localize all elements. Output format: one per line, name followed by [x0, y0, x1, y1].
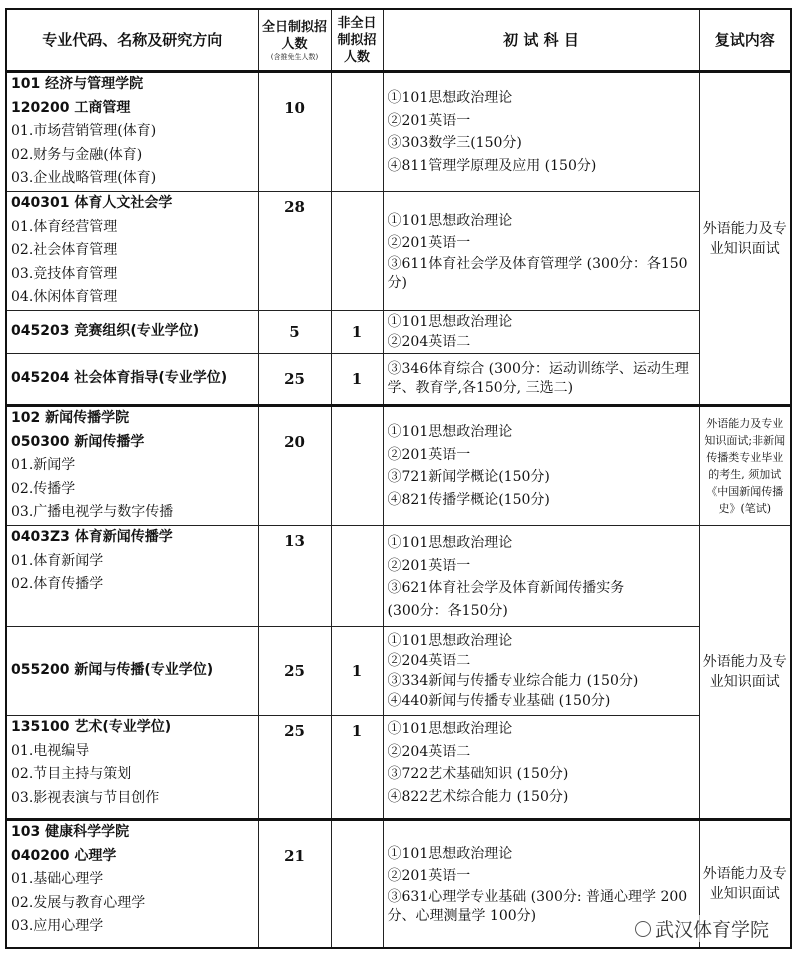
table-row — [6, 526, 791, 627]
wechat-watermark: 武汉体育学院 — [632, 915, 772, 942]
part-time-count — [331, 406, 383, 526]
program-title: 050300 新闻传播学 — [11, 433, 145, 450]
wechat-logo-icon — [635, 921, 651, 937]
full-time-count: 25 — [258, 354, 331, 406]
direction: 04.休闲体育管理 — [11, 289, 118, 305]
table-row — [6, 716, 791, 820]
direction: 01.基础心理学 — [11, 871, 104, 887]
part-time-count — [331, 192, 383, 311]
table-row — [6, 627, 791, 716]
part-time-count: 1 — [331, 716, 383, 820]
program-cell — [6, 627, 258, 716]
part-time-count — [331, 820, 383, 949]
direction: 02.体育传播学 — [11, 576, 104, 592]
program-title: 055200 新闻与传播(专业学位) — [11, 662, 214, 679]
header-part-time: 非全日制拟招人数 — [331, 9, 383, 72]
program-cell — [6, 406, 258, 526]
part-time-count: 1 — [331, 311, 383, 354]
program-cell — [6, 311, 258, 354]
exam-subjects: ①101思想政治理论 ②204英语二 — [383, 311, 699, 354]
part-time-count: 1 — [331, 627, 383, 716]
full-time-count: 25 — [258, 716, 331, 820]
program-title: 040200 心理学 — [11, 847, 117, 864]
direction: 01.新闻学 — [11, 457, 76, 473]
table-row — [6, 406, 791, 526]
header-full-time: 全日制拟招人数 (含推免生人数) — [258, 9, 331, 72]
exam-subjects: ①101思想政治理论 ②201英语一 ③631心理学专业基础 (300分: 普通心理学 200分、心理测量学 100分) — [383, 820, 699, 949]
full-time-count: 21 — [258, 820, 331, 949]
full-time-count: 28 — [258, 192, 331, 311]
exam-subjects: ①101思想政治理论 ②201英语一 ③621体育社会学及体育新闻传播实务 (300分：各150分) — [383, 526, 699, 627]
college-name: 103 健康科学学院 — [11, 824, 130, 840]
part-time-count: 1 — [331, 354, 383, 406]
program-cell — [6, 526, 258, 627]
retest-content: 外语能力及专业知识面试 — [699, 72, 791, 406]
program-title: 045204 社会体育指导(专业学位) — [11, 370, 228, 387]
header-row — [6, 9, 791, 72]
admission-table-document — [5, 8, 792, 949]
program-cell — [6, 820, 258, 949]
full-time-count: 5 — [258, 311, 331, 354]
direction: 02.传播学 — [11, 480, 76, 497]
header-retest: 复试内容 — [699, 9, 791, 72]
program-title: 040301 体育人文社会学 — [11, 195, 173, 211]
full-time-count: 20 — [258, 406, 331, 526]
direction: 03.应用心理学 — [11, 918, 104, 934]
direction: 03.影视表演与节目创作 — [11, 789, 160, 806]
exam-subjects: ①101思想政治理论 ②201英语一 ③721新闻学概论(150分) ④821传播学概论(150分) — [383, 406, 699, 526]
program-title: 0403Z3 体育新闻传播学 — [11, 529, 173, 545]
program-cell — [6, 354, 258, 406]
part-time-count — [331, 526, 383, 627]
exam-subjects: ①101思想政治理论 ②204英语二 ③722艺术基础知识 (150分) ④822艺术综合能力 (150分) — [383, 716, 699, 820]
full-time-count: 10 — [258, 72, 331, 192]
direction: 01.电视编导 — [11, 742, 90, 759]
exam-subjects: ①101思想政治理论 ②201英语一 ③611体育社会学及体育管理学 (300分：各150分) — [383, 192, 699, 311]
direction: 02.社会体育管理 — [11, 242, 118, 258]
retest-content: 外语能力及专业知识面试 — [699, 820, 791, 949]
full-time-count: 13 — [258, 526, 331, 627]
direction: 03.竞技体育管理 — [11, 265, 118, 282]
exam-subjects: ①101思想政治理论 ②201英语一 ③303数学三(150分) ④811管理学原理及应用 (150分) — [383, 72, 699, 192]
program-title: 045203 竞赛组织(专业学位) — [11, 323, 200, 340]
retest-content: 外语能力及专业知识面试;非新闻传播类专业毕业的考生, 须加试《中国新闻传播史》(笔试) — [699, 406, 791, 526]
table-row — [6, 354, 791, 406]
exam-subjects: ①101思想政治理论 ②204英语二 ③334新闻与传播专业综合能力 (150分) ④440新闻与传播专业基础 (150分) — [383, 627, 699, 716]
direction: 03.广播电视学与数字传播 — [11, 504, 174, 520]
part-time-count — [331, 72, 383, 192]
table-row — [6, 192, 791, 311]
header-subjects: 初 试 科 目 — [383, 9, 699, 72]
program-cell — [6, 72, 258, 192]
program-title: 120200 工商管理 — [11, 99, 131, 116]
direction: 03.企业战略管理(体育) — [11, 170, 157, 186]
direction: 01.体育经营管理 — [11, 218, 118, 235]
program-title: 135100 艺术(专业学位) — [11, 719, 172, 735]
direction: 02.发展与教育心理学 — [11, 894, 146, 911]
table-row — [6, 72, 791, 192]
college-name: 102 新闻传播学院 — [11, 410, 130, 426]
retest-content: 外语能力及专业知识面试 — [699, 526, 791, 820]
full-time-count: 25 — [258, 627, 331, 716]
header-major: 专业代码、名称及研究方向 — [6, 9, 258, 72]
direction: 01.市场营销管理(体育) — [11, 123, 157, 139]
admission-table — [5, 8, 792, 949]
program-cell — [6, 716, 258, 820]
program-cell — [6, 192, 258, 311]
table-row — [6, 311, 791, 354]
exam-subjects: ③346体育综合 (300分：运动训练学、运动生理学、教育学,各150分, 三选二) — [383, 354, 699, 406]
college-name: 101 经济与管理学院 — [11, 76, 144, 92]
direction: 01.体育新闻学 — [11, 552, 104, 569]
direction: 02.节目主持与策划 — [11, 766, 132, 782]
direction: 02.财务与金融(体育) — [11, 146, 143, 163]
